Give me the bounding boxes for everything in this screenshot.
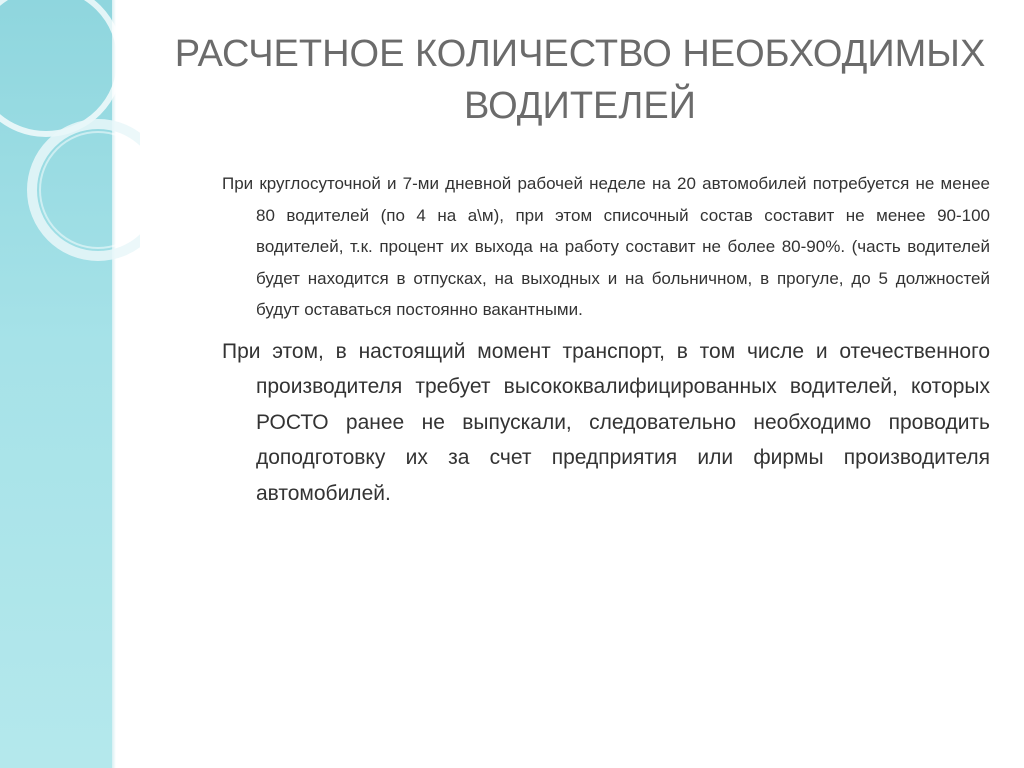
slide-title: РАСЧЕТНОЕ КОЛИЧЕСТВО НЕОБХОДИМЫХ ВОДИТЕЛЕЙ: [174, 33, 986, 127]
slide-body: [222, 168, 990, 511]
ring-medium: [32, 124, 140, 256]
paragraph-driver-training: При этом, в настоящий момент транспорт, в том числе и отечественного производителя требует высококвалифицированных водителей, которых РОСТО ранее не выпускали, следовательно необходимо проводить доподготовку их за счет предприятия или фирмы производителя автомобилей.: [222, 339, 990, 505]
ring-large: [0, 0, 120, 134]
paragraph-drivers-count: При круглосуточной и 7-ми дневной рабочей неделе на 20 автомобилей потребуется не менее 80 водителей (по 4 на а\м), при этом списочный состав составит не менее 90-100 водителей, т.к. процент их выхода на работу составит не более 80-90%. (часть водителей будет находится в отпусках, на выходных и на больничном, в прогуле, до 5 должностей будут оставаться постоянно вакантными.: [222, 174, 990, 319]
ring-medium-inner: [40, 132, 140, 248]
decorative-rings: [0, 0, 140, 330]
